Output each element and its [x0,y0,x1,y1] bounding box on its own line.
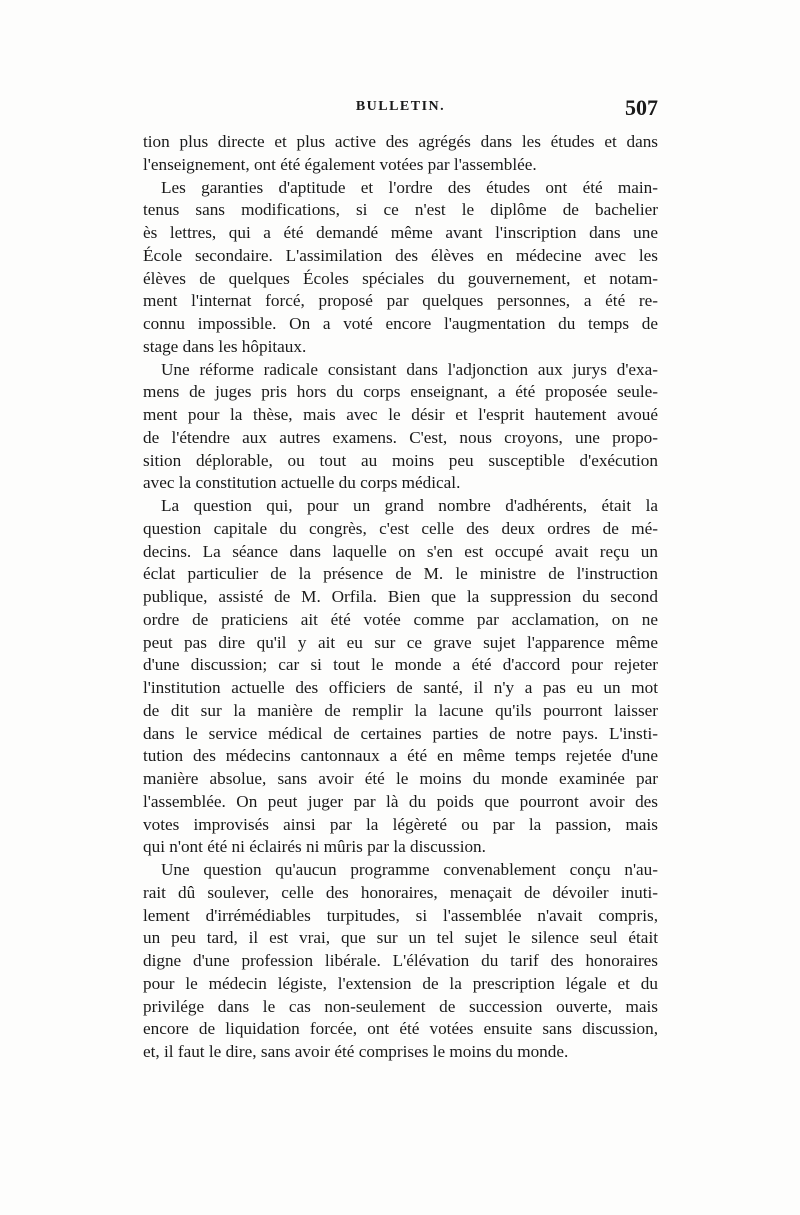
text-line: éclat particulier de la présence de M. le ministre de l'instruction [143,564,658,584]
text-line: l'assemblée. On peut juger par là du poids que pourront avoir des [143,791,658,811]
text-line: decins. La séance dans laquelle on s'en est occupé avait reçu un [143,541,658,561]
text-line: question capitale du congrès, c'est celle des deux ordres de mé- [143,518,658,538]
paragraph-4 [143,495,658,859]
text-line: rait dû soulever, celle des honoraires, menaçait de dévoiler inuti- [143,882,658,902]
text-line: La question qui, pour un grand nombre d'adhérents, était la [161,496,658,515]
text-line: mens de juges pris hors du corps enseignant, a été proposée seule- [143,382,658,402]
text-line: École secondaire. L'assimilation des élèves en médecine avec les [143,245,658,265]
text-line: lement d'irrémédiables turpitudes, si l'assemblée n'avait compris, [143,905,658,925]
text-line: ès lettres, qui a été demandé même avant l'inscription dans une [143,223,658,242]
running-head [143,95,658,125]
text-line: sition déplorable, ou tout au moins peu susceptible d'exécution [143,450,658,470]
text-line: Une réforme radicale consistant dans l'adjonction aux jurys d'exa- [161,359,658,379]
text-line: digne d'une profession libérale. L'élévation du tarif des honoraires [143,951,658,970]
text-line: Une question qu'aucun programme convenablement conçu n'au- [161,860,658,879]
text-line: stage dans les hôpitaux. [143,336,307,356]
text-line: élèves de quelques Écoles spéciales du gouvernement, et notam- [143,268,658,288]
text-line: privilége dans le cas non-seulement de succession ouverte, mais [143,996,658,1016]
text-line: de dit sur la manière de remplir la lacune qu'ils pourront laisser [143,700,658,720]
paragraph-2 [143,177,658,359]
text-line: et, il faut le dire, sans avoir été comprises le moins du monde. [143,1042,569,1061]
text-line: votes improvisés ainsi par la légèreté ou par la passion, mais [143,814,658,834]
text-line: publique, assisté de M. Orfila. Bien que la suppression du second [143,587,658,606]
text-line: tion plus directe et plus active des agrégés dans les études et dans [143,132,658,151]
text-line: manière absolue, sans avoir été le moins du monde examinée par [143,769,658,788]
paragraph-1 [143,131,658,177]
page-number: 507 [625,95,658,120]
text-line: peut pas dire qu'il y ait eu sur ce grave sujet l'apparence même [143,632,658,652]
text-line: l'institution actuelle des officiers de santé, il n'y a pas eu un mot [143,678,658,697]
text-line: ment l'internat forcé, proposé par quelques personnes, a été re- [143,291,658,311]
text-line: tution des médecins cantonnaux a été en même temps rejetée d'une [143,746,658,766]
text-line: de l'étendre aux autres examens. C'est, nous croyons, une propo- [143,427,658,447]
paragraph-5 [143,859,658,1064]
paragraph-3 [143,359,658,496]
text-line: dans le service médical de certaines parties de notre pays. L'insti- [143,723,658,743]
text-line: d'une discussion; car si tout le monde a été d'accord pour rejeter [143,655,658,675]
text-line: avec la constitution actuelle du corps médical. [143,473,461,493]
text-line: qui n'ont été ni éclairés ni mûris par la discussion. [143,837,486,857]
text-line: encore de liquidation forcée, ont été votées ensuite sans discussion, [143,1019,658,1039]
text-line: l'enseignement, ont été également votées par l'assemblée. [143,154,537,174]
text-line: ordre de praticiens ait été votée comme par acclamation, on ne [143,609,658,629]
running-title: BULLETIN. [355,99,446,114]
text-line: connu impossible. On a voté encore l'augmentation du temps de [143,314,658,333]
body-text [143,131,658,1064]
text-line: pour le médecin légiste, l'extension de la prescription légale et du [143,973,658,993]
text-line: tenus sans modifications, si ce n'est le diplôme de bachelier [143,200,658,220]
text-line: Les garanties d'aptitude et l'ordre des études ont été main- [161,177,658,197]
text-line: ment pour la thèse, mais avec le désir et l'esprit hautement avoué [143,405,658,424]
text-line: un peu tard, il est vrai, que sur un tel sujet le silence seul était [143,928,658,948]
